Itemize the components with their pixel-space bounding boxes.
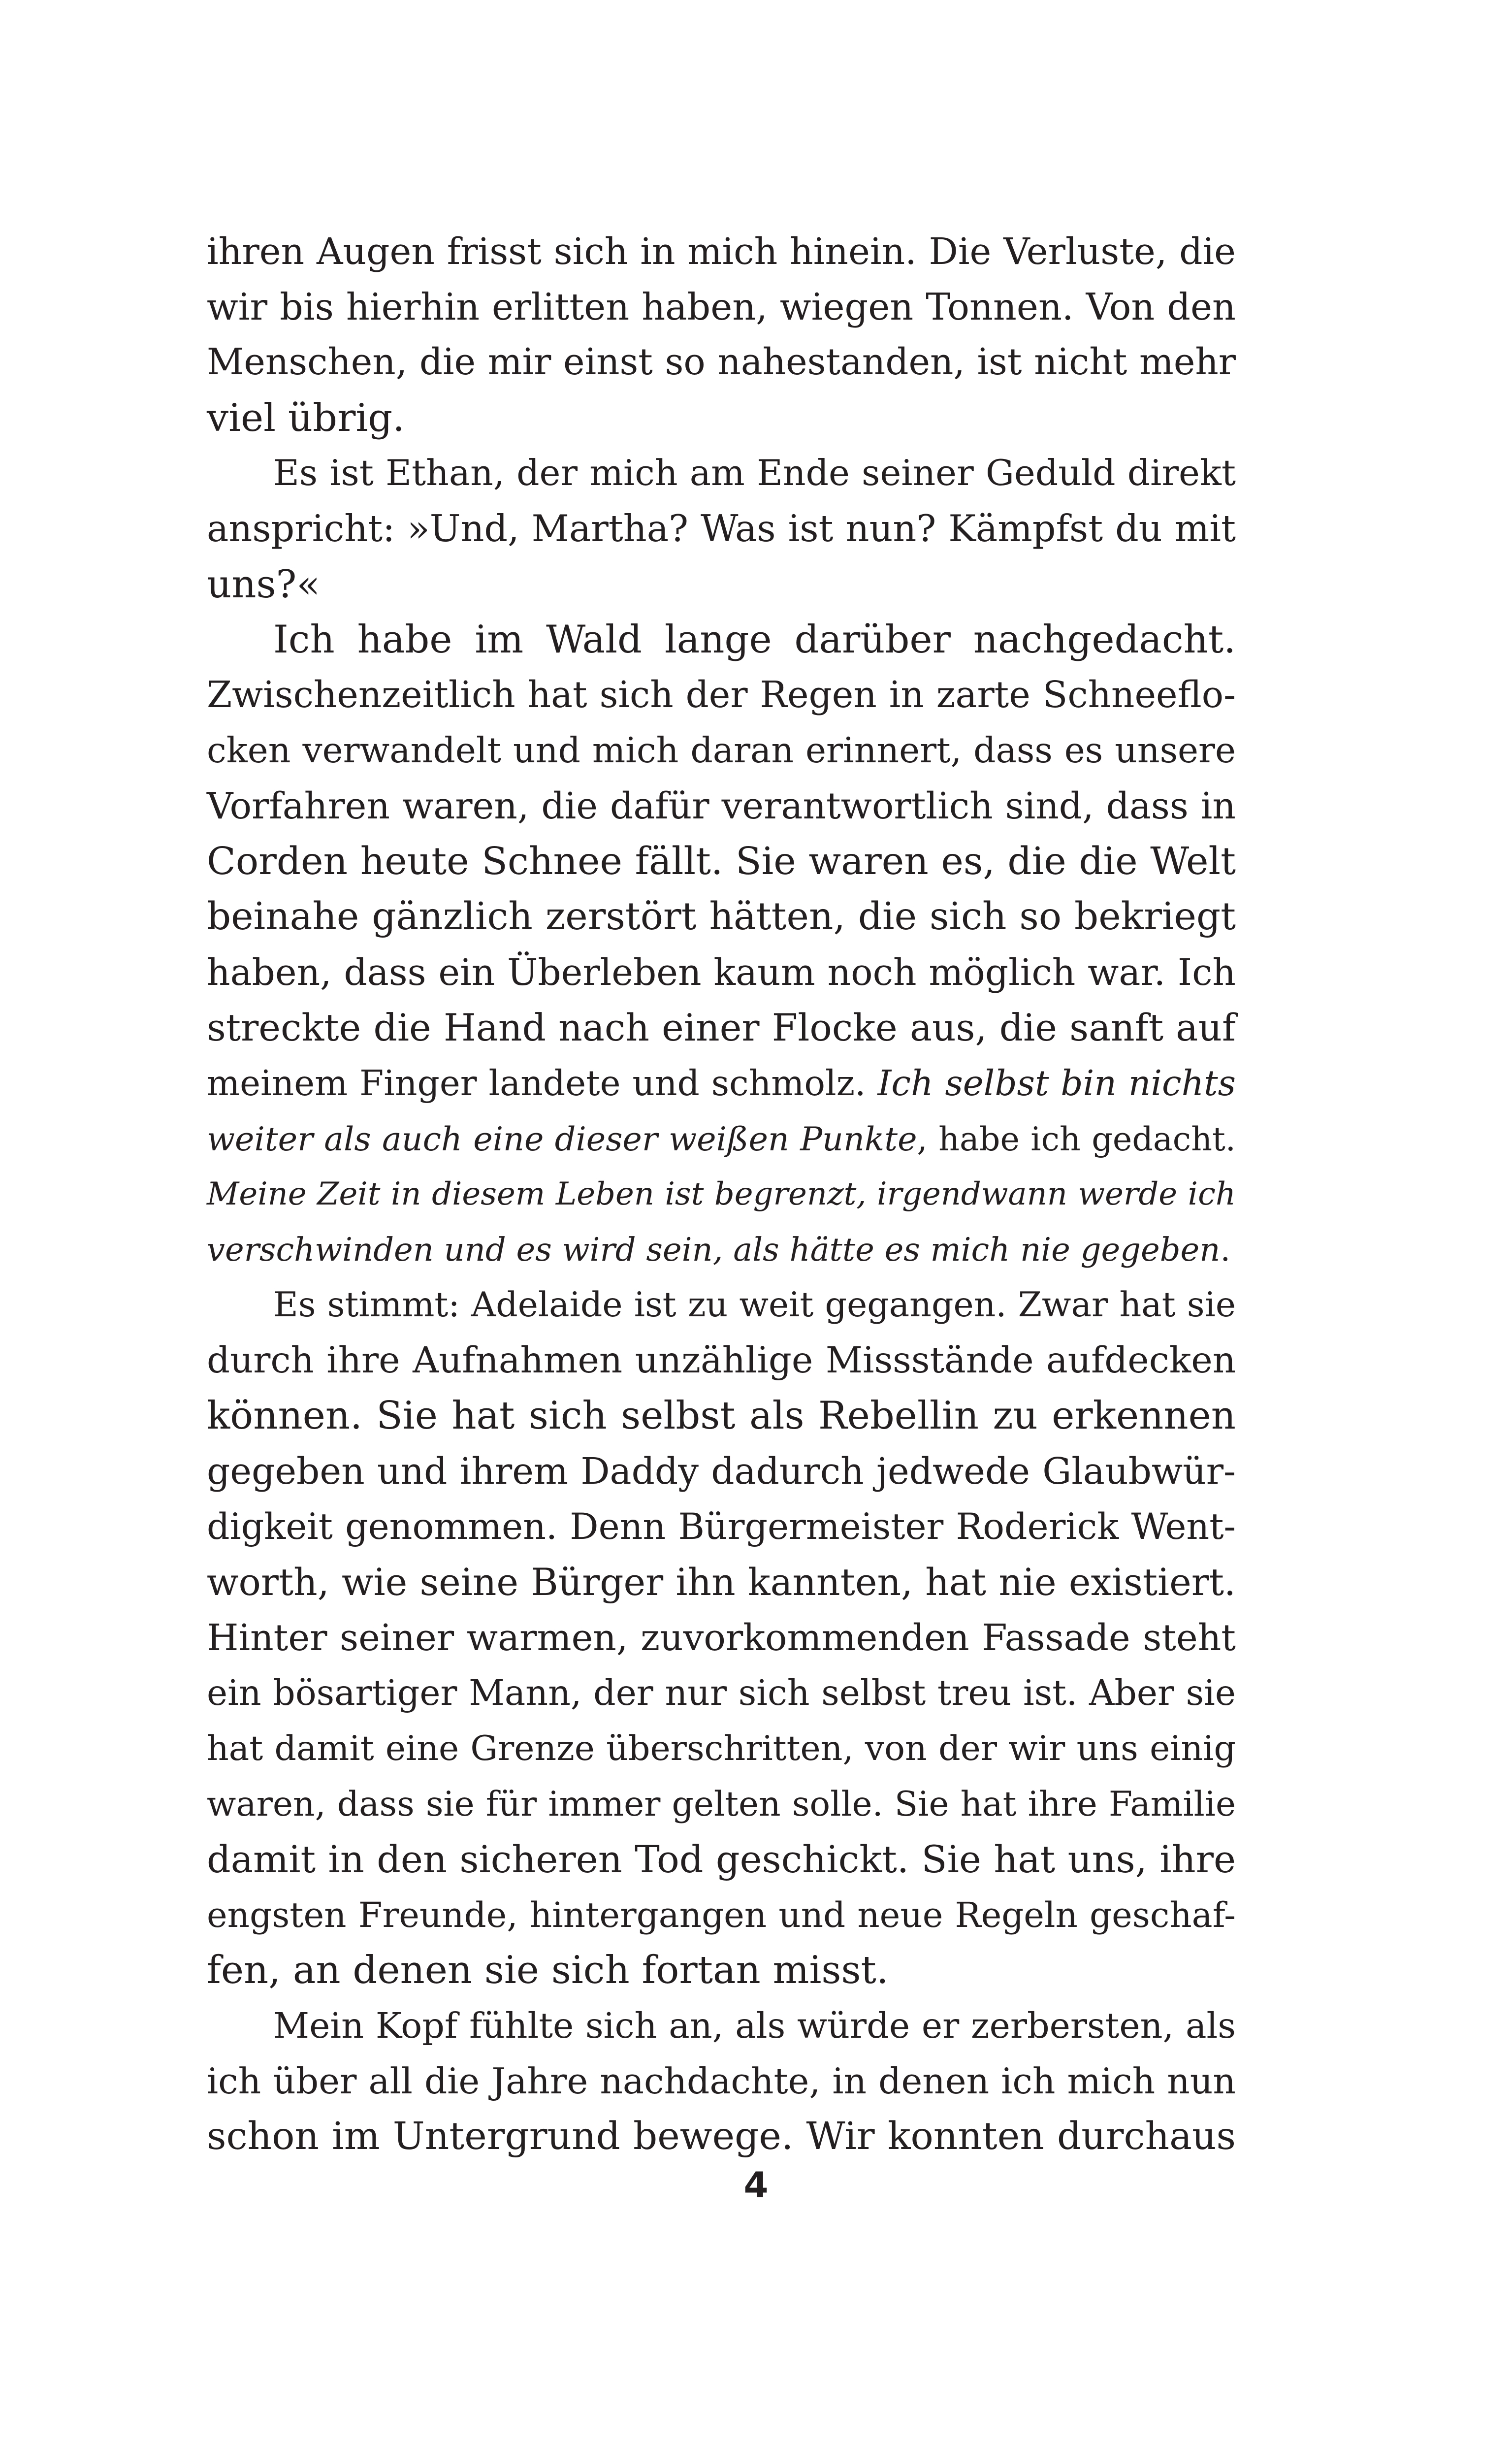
text-segment: schon im Untergrund bewege. Wir konnten durchaus	[207, 2115, 1236, 2159]
text-segment: können. Sie hat sich selbst als Rebellin zu erkennen	[207, 1394, 1236, 1438]
italic-text-segment: Meine Zeit in diesem Leben ist begrenzt, irgendwann werde ich	[207, 1176, 1236, 1213]
text-segment: fen, an denen sie sich fortan misst.	[207, 1948, 889, 1993]
text-segment: Hinter seiner warmen, zuvorkommenden Fassade steht	[207, 1616, 1236, 1659]
text-line	[207, 723, 1236, 779]
text-line	[207, 1222, 1236, 1278]
text-line	[207, 1943, 1236, 1998]
text-segment: uns?«	[207, 562, 321, 607]
text-line	[207, 501, 1236, 557]
italic-text-segment: weiter als auch eine dieser weißen Punkte	[207, 1119, 917, 1158]
text-segment: meinem Finger landete und schmolz.	[207, 1062, 878, 1104]
text-line	[207, 1721, 1236, 1777]
text-segment: Corden heute Schnee fällt. Sie waren es, die die Welt	[207, 839, 1236, 883]
text-segment: haben, dass ein Überleben kaum noch möglich war. Ich	[207, 951, 1236, 994]
text-line	[207, 1056, 1236, 1111]
text-line	[207, 889, 1236, 945]
text-segment: Es stimmt: Adelaide ist zu weit gegangen. Zwar hat sie	[273, 1285, 1236, 1325]
text-line	[207, 557, 1236, 613]
text-line	[207, 1610, 1236, 1666]
text-segment: Ich habe im Wald lange darüber nachgedacht.	[273, 618, 1236, 662]
text-segment: wir bis hierhin erlitten haben, wiegen Tonnen. Von den	[207, 285, 1236, 328]
text-segment: ich über all die Jahre nachdachte, in denen ich mich nun	[207, 2060, 1236, 2102]
text-segment: damit in den sicheren Tod geschickt. Sie hat uns, ihre	[207, 1837, 1236, 1882]
text-line	[207, 335, 1236, 391]
text-segment: digkeit genommen. Denn Bürgermeister Roderick Went-	[207, 1506, 1236, 1548]
text-segment: beinahe gänzlich zerstört hätten, die sich so bekriegt	[207, 895, 1236, 939]
text-segment: worth, wie seine Bürger ihn kannten, hat nie existiert.	[207, 1561, 1236, 1604]
text-line	[207, 1777, 1236, 1832]
text-segment: gegeben und ihrem Daddy dadurch jedwede Glaubwür-	[207, 1450, 1236, 1493]
text-line	[207, 2109, 1236, 2165]
text-line	[207, 1555, 1236, 1610]
text-segment: cken verwandelt und mich daran erinnert, dass es unsere	[207, 730, 1236, 771]
text-line	[207, 391, 1236, 446]
italic-text-segment: verschwinden und es wird sein, als hätte es mich nie gegeben	[207, 1231, 1221, 1269]
text-line	[207, 1832, 1236, 1888]
text-line	[207, 446, 1236, 501]
text-segment: Vorfahren waren, die dafür verantwortlich sind, dass in	[207, 784, 1236, 827]
text-segment: ihren Augen frisst sich in mich hinein. Die Verluste, die	[207, 230, 1236, 273]
text-line	[207, 1499, 1236, 1555]
text-line	[207, 612, 1236, 668]
text-line	[207, 2054, 1236, 2110]
text-segment: streckte die Hand nach einer Flocke aus, die sanft auf	[207, 1006, 1236, 1050]
text-segment: waren, dass sie für immer gelten solle. Sie hat ihre Familie	[207, 1784, 1236, 1824]
page-number: 4	[743, 2164, 769, 2206]
text-segment: , habe ich gedacht.	[917, 1119, 1236, 1158]
text-segment: anspricht: »Und, Martha? Was ist nun? Kämpfst du mit	[207, 507, 1236, 550]
text-line	[207, 945, 1236, 1001]
text-line	[207, 1388, 1236, 1444]
text-line	[207, 1000, 1236, 1056]
text-line	[207, 1111, 1236, 1167]
text-segment: Menschen, die mir einst so nahestanden, ist nicht mehr	[207, 341, 1236, 384]
text-line	[207, 668, 1236, 723]
text-segment: viel übrig.	[207, 395, 405, 440]
text-line	[207, 1444, 1236, 1499]
text-line	[207, 1277, 1236, 1333]
text-line	[207, 224, 1236, 280]
text-segment: Es ist Ethan, der mich am Ende seiner Geduld direkt	[273, 453, 1236, 494]
text-line	[207, 1888, 1236, 1943]
text-segment: Zwischenzeitlich hat sich der Regen in zarte Schneeflo-	[207, 674, 1236, 716]
text-segment: ein bösartiger Mann, der nur sich selbst treu ist. Aber sie	[207, 1672, 1236, 1714]
text-line	[207, 1998, 1236, 2054]
text-segment: hat damit eine Grenze überschritten, von der wir uns einig	[207, 1728, 1236, 1769]
text-line	[207, 1167, 1236, 1222]
text-line	[207, 779, 1236, 834]
text-line	[207, 280, 1236, 335]
text-segment: engsten Freunde, hintergangen und neue Regeln geschaf-	[207, 1894, 1236, 1935]
text-line	[207, 834, 1236, 890]
body-text	[207, 224, 1236, 2165]
text-line	[207, 1665, 1236, 1721]
italic-text-segment: Ich selbst bin nichts	[877, 1062, 1236, 1104]
text-line	[207, 1333, 1236, 1389]
text-segment: .	[1220, 1231, 1231, 1269]
text-segment: durch ihre Aufnahmen unzählige Missstände aufdecken	[207, 1339, 1236, 1381]
text-segment: Mein Kopf fühlte sich an, als würde er zerbersten, als	[273, 2005, 1236, 2046]
